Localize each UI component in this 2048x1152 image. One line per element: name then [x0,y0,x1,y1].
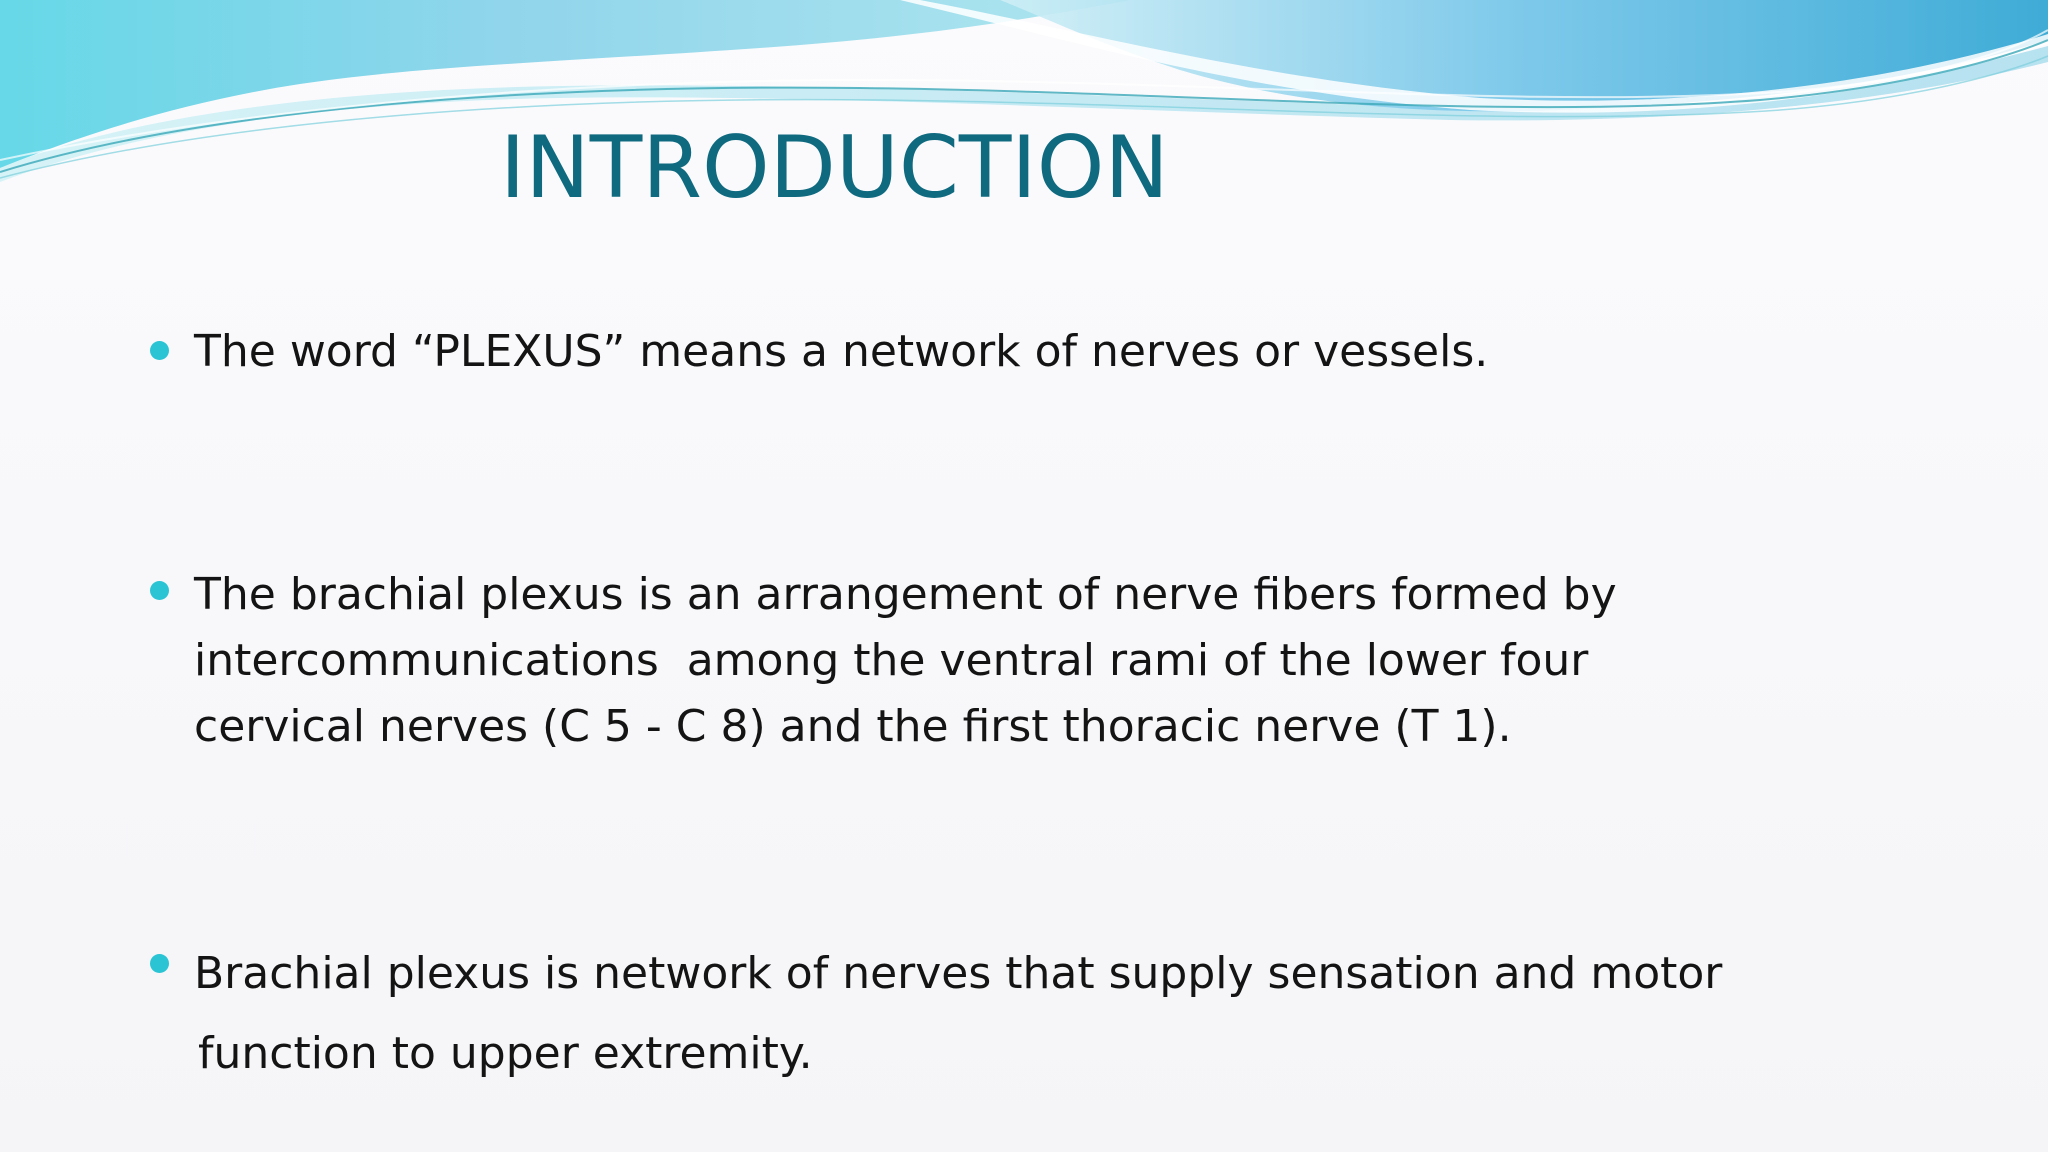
bullet-dot-icon [150,341,169,360]
bullet-text [194,322,1914,382]
bullet-dot-icon [150,954,169,973]
bullet-text-line: The brachial plexus is an arrangement of nerve fibers formed by [194,569,1617,620]
bullet-text [194,934,1914,1094]
bullet-text-line: The word “PLEXUS” means a network of nerves or vessels. [194,326,1489,377]
bullet-text-line: Brachial plexus is network of nerves that supply sensation and motor [194,948,1723,999]
bullet-text-line: function to upper extremity. [198,1028,813,1079]
bullet-text [194,562,1914,760]
bullet-dot-icon [150,581,169,600]
bullet-text-line: intercommunications among the ventral rami of the lower four [194,635,1589,686]
bullet-text-line: cervical nerves (C 5 - C 8) and the first thoracic nerve (T 1). [194,701,1512,752]
slide-title: INTRODUCTION [500,118,1169,218]
